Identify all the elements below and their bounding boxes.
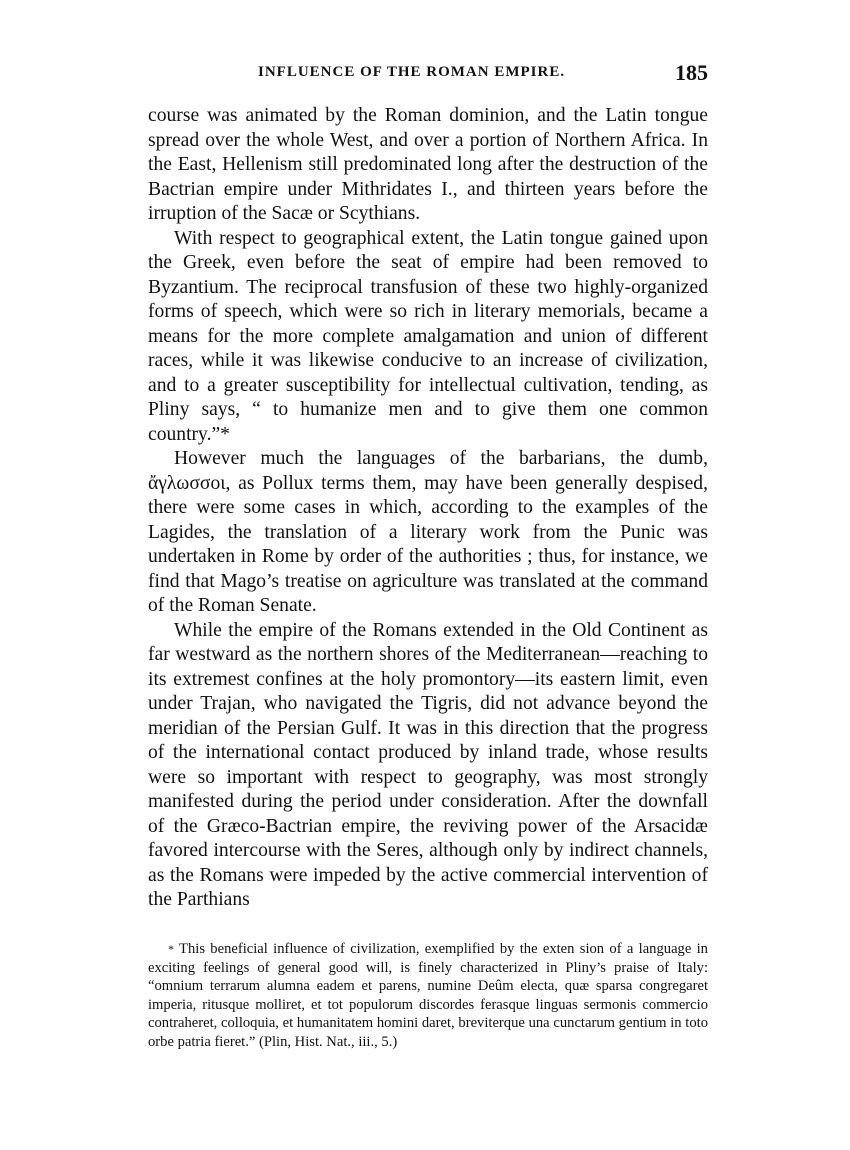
footnote bbox=[148, 940, 708, 1051]
body-text bbox=[148, 104, 708, 913]
page-number: 185 bbox=[675, 60, 708, 85]
paragraph-2: With respect to geographical extent, the Latin tongue gained upon the Greek, even before the seat of empire had been removed to Byzantium. The reciprocal transfusion of these two highly-organized forms of speech, which were so rich in literary memorials, became a means for the more complete amalgamation and union of different races, while it was likewise conducive to an increase of civilization, and to a greater susceptibility for intellectual cultivation, tending, as Pliny says, “ to humanize men and to give them one common country.”* bbox=[148, 227, 708, 445]
paragraph-3: However much the languages of the barbarians, the dumb, ἄγλωσσοι, as Pollux terms them, may have been generally despised, there were some cases in which, according to the examples of the Lagides, the translation of a literary work from the Punic was undertaken in Rome by order of the authorities ; thus, for instance, we find that Mago’s treatise on agriculture was translated at the command of the Roman Senate. bbox=[148, 448, 708, 616]
running-head bbox=[148, 60, 708, 88]
paragraph-1: course was animated by the Roman dominion, and the Latin tongue spread over the whole West, and over a portion of Northern Africa. In the East, Hellenism still predominated long after the destruction of the Bactrian empire under Mithridates I., and thirteen years before the irruption of the Sacæ or Scythians. bbox=[148, 105, 708, 224]
footnote-text: This beneficial influence of civilization, exemplified by the exten sion of a language in exciting feelings of general good will, is finely characterized in Pliny’s praise of Italy: “omnium terrarum alumna eadem et parens, numine Deûm electa, quæ sparsa congregaret imperia, ritusque molliret, et tot populorum discordes ferasque linguas sermonis commercio contraheret, colloquia, et humanitatem homini daret, breviterque una cunctarum gentium in toto orbe patria fieret.” (Plin, Hist. Nat., iii., 5.) bbox=[148, 941, 708, 1050]
footnote-marker: * bbox=[168, 942, 174, 956]
running-title: INFLUENCE OF THE ROMAN EMPIRE. bbox=[258, 64, 566, 80]
paragraph-4: While the empire of the Romans extended in the Old Continent as far westward as the northern shores of the Mediterranean—reaching to its extremest confines at the holy promontory—its eastern limit, even under Trajan, who navigated the Tigris, did not advance beyond the meridian of the Persian Gulf. It was in this direction that the progress of the international contact produced by inland trade, whose results were so important with respect to geography, was most strongly manifested during the period under consideration. After the downfall of the Græco-Bactrian empire, the reviving power of the Arsacidæ favored intercourse with the Seres, although only by indirect channels, as the Romans were impeded by the active commercial intervention of the Parthians bbox=[148, 619, 708, 910]
